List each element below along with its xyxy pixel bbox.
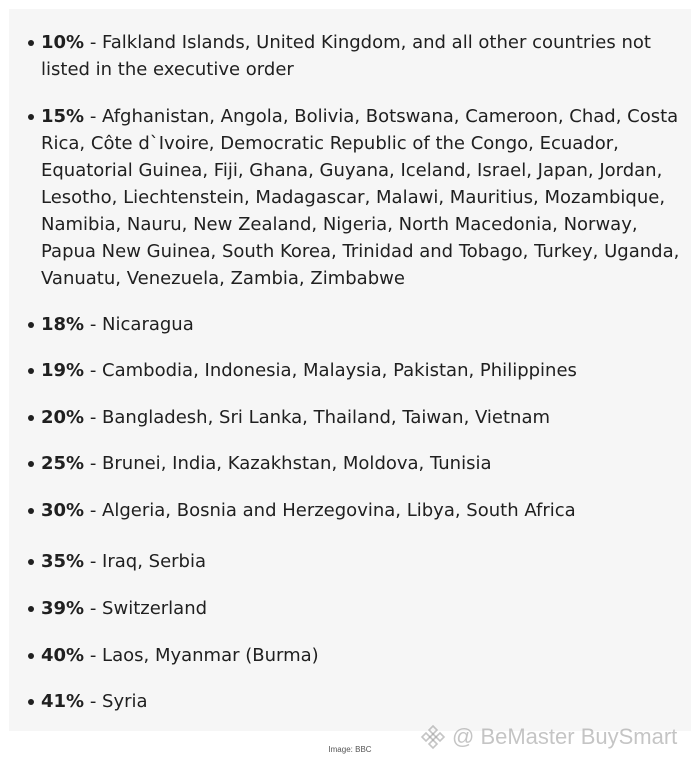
tariff-rate: 41% — [41, 691, 85, 712]
tariff-rate: 40% — [41, 645, 85, 666]
separator: - — [84, 691, 103, 712]
country-list: Afghanistan, Angola, Bolivia, Botswana, Cameroon, Chad, Costa Rica, Côte d`Ivoire, Democratic Republic of the Congo, Ecuador, Equatorial Guinea, Fiji, Ghana, Guyana, Iceland, Israel, Japan, Jordan, Lesotho, Liechtenstein, Madagascar, Malawi, Mauritius, Mozambique, Namibia, Nauru, New Zealand, Nigeria, North Macedonia, Norway, Papua New Guinea, South Korea, Trinidad and Tobago, Turkey, Uganda, Vanuatu, Venezuela, Zambia, Zimbabwe — [41, 106, 680, 289]
tariff-rate: 10% — [41, 32, 85, 53]
list-item — [9, 548, 669, 575]
bullet-icon — [28, 40, 34, 46]
bullet-icon — [28, 368, 34, 374]
list-item — [9, 642, 669, 669]
item-text — [41, 311, 681, 338]
bullet-icon — [28, 508, 34, 514]
watermark-text: @ BeMaster BuySmart — [452, 724, 678, 749]
separator: - — [84, 551, 103, 572]
list-item — [9, 103, 680, 292]
tariff-rate: 18% — [41, 314, 85, 335]
item-text — [41, 450, 681, 477]
separator: - — [84, 32, 103, 53]
list-item — [9, 357, 669, 384]
list-item — [9, 595, 669, 622]
bullet-icon — [28, 461, 34, 467]
list-item — [9, 404, 669, 431]
list-item — [9, 29, 669, 83]
tariff-rate: 20% — [41, 407, 85, 428]
separator: - — [84, 407, 103, 428]
country-list: Brunei, India, Kazakhstan, Moldova, Tunisia — [102, 453, 492, 474]
bullet-icon — [28, 559, 34, 565]
item-text — [41, 103, 681, 292]
country-list: Bangladesh, Sri Lanka, Thailand, Taiwan, Vietnam — [102, 407, 551, 428]
country-list: Syria — [102, 691, 148, 712]
tariff-rate: 39% — [41, 598, 85, 619]
country-list: Cambodia, Indonesia, Malaysia, Pakistan, Philippines — [102, 360, 577, 381]
item-text — [41, 404, 681, 431]
item-text — [41, 497, 681, 524]
item-text — [41, 595, 681, 622]
separator: - — [84, 500, 103, 521]
country-list: Iraq, Serbia — [102, 551, 207, 572]
item-text — [41, 29, 681, 83]
bullet-icon — [28, 114, 34, 120]
separator: - — [84, 598, 103, 619]
tariff-rate: 30% — [41, 500, 85, 521]
image-caption: Image: BBC — [328, 745, 372, 754]
separator: - — [84, 106, 103, 127]
list-item — [9, 450, 669, 477]
bullet-icon — [28, 653, 34, 659]
tariff-rate: 25% — [41, 453, 85, 474]
item-text — [41, 688, 681, 715]
bullet-icon — [28, 322, 34, 328]
list-item — [9, 311, 669, 338]
country-list: Nicaragua — [102, 314, 194, 335]
country-list: Algeria, Bosnia and Herzegovina, Libya, South Africa — [102, 500, 576, 521]
country-list: Switzerland — [102, 598, 208, 619]
separator: - — [84, 314, 103, 335]
tariff-rate: 35% — [41, 551, 85, 572]
separator: - — [84, 645, 103, 666]
item-text — [41, 357, 681, 384]
item-text — [41, 548, 681, 575]
separator: - — [84, 453, 103, 474]
tariff-panel — [9, 9, 691, 731]
tariff-rate: 15% — [41, 106, 85, 127]
bullet-icon — [28, 606, 34, 612]
bullet-icon — [28, 415, 34, 421]
tariff-rate: 19% — [41, 360, 85, 381]
separator: - — [84, 360, 103, 381]
bullet-icon — [28, 699, 34, 705]
country-list: Falkland Islands, United Kingdom, and all other countries not listed in the executive order — [41, 32, 651, 80]
list-item — [9, 688, 669, 715]
list-item — [9, 497, 669, 524]
item-text — [41, 642, 681, 669]
country-list: Laos, Myanmar (Burma) — [102, 645, 319, 666]
